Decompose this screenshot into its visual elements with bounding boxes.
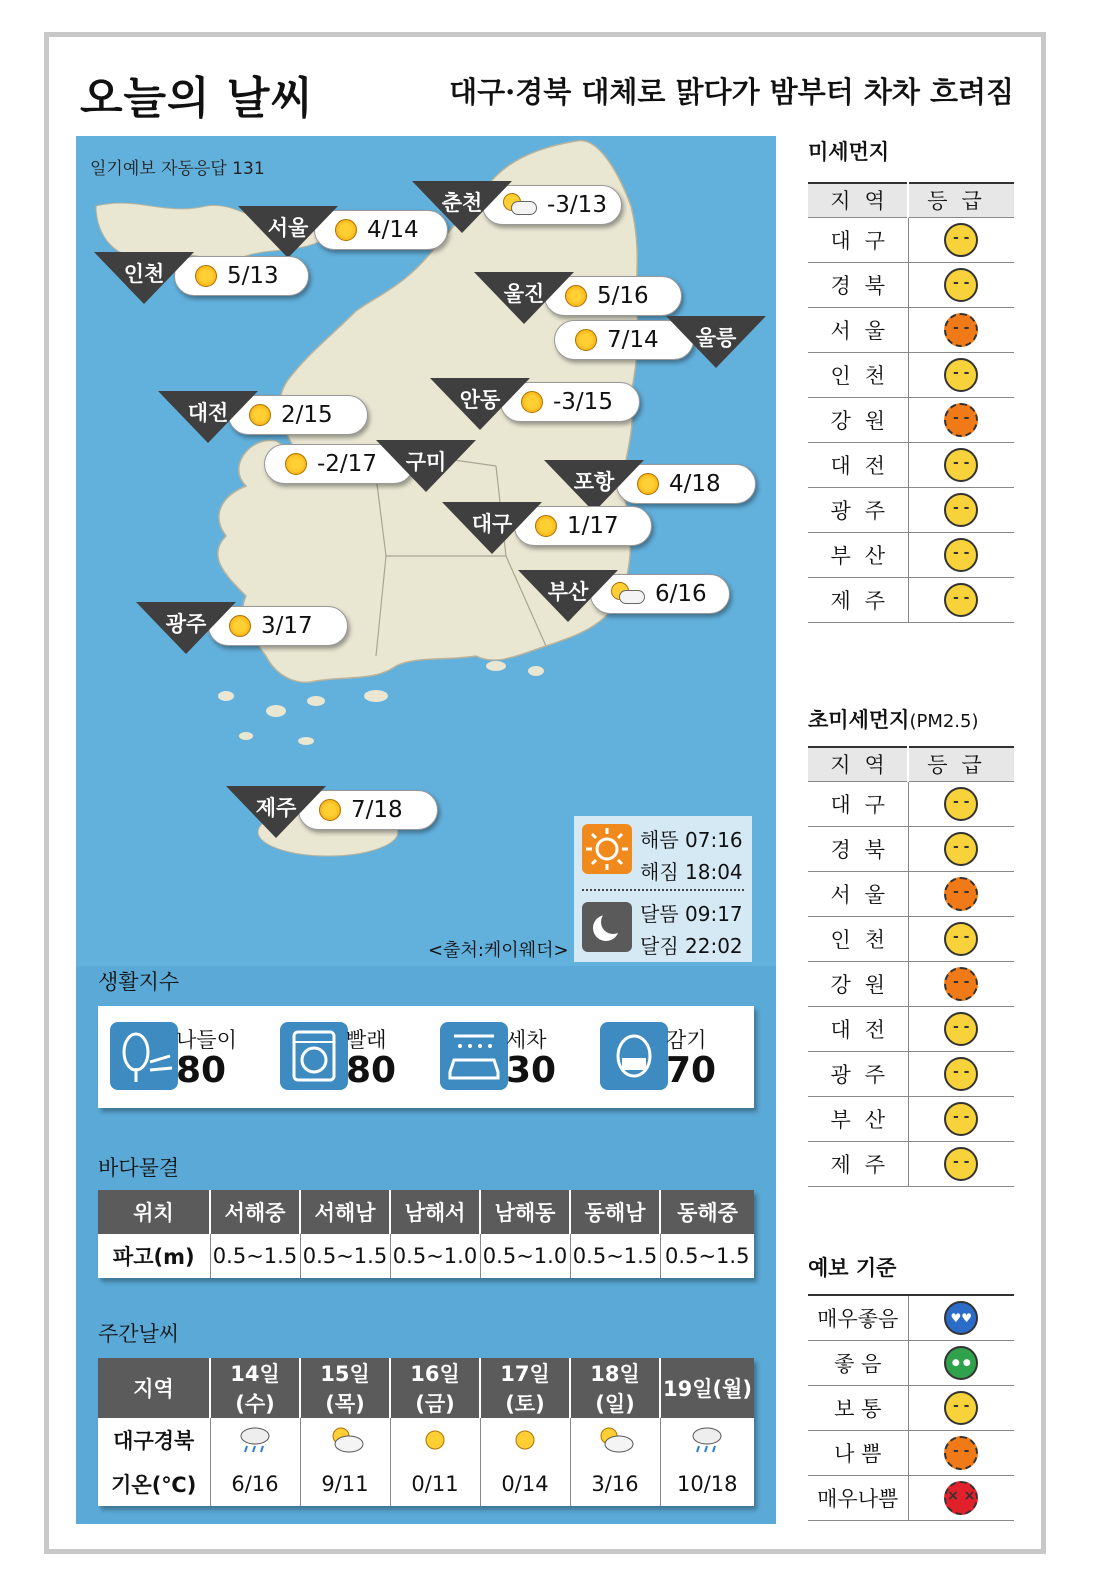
pm10-region: 인천 xyxy=(808,352,908,397)
criteria-title: 예보 기준 xyxy=(808,1256,897,1280)
moonrise-label: 달뜸 xyxy=(640,902,679,926)
sea-header: 서해남 xyxy=(300,1190,390,1234)
bad-face-icon xyxy=(944,403,978,437)
weekly-icon-cell xyxy=(390,1418,480,1462)
pm10-region: 제주 xyxy=(808,577,908,622)
sea-header: 서해중 xyxy=(210,1190,300,1234)
sunrise-time: 07:16 xyxy=(685,828,743,852)
pm10-header: 지역 xyxy=(808,183,908,217)
normal-face-icon xyxy=(944,1391,978,1425)
city-name: 울진 xyxy=(503,282,545,306)
pm10-region: 대구 xyxy=(808,217,908,262)
pm25-region: 대전 xyxy=(808,1006,908,1051)
life-item-carwash xyxy=(428,1022,588,1092)
city-gumi xyxy=(264,440,476,484)
city-name: 부산 xyxy=(547,580,589,604)
weekly-temp-label: 기온(℃) xyxy=(98,1462,210,1506)
criteria-table xyxy=(808,1294,1014,1521)
city-temp: 1/17 xyxy=(567,513,619,539)
sun-icon xyxy=(575,329,597,351)
weekly-header: 16일(금) xyxy=(390,1358,480,1418)
pm10-grade xyxy=(908,577,1014,622)
moonrise-time: 09:17 xyxy=(685,902,743,926)
life-value: 80 xyxy=(346,1050,397,1091)
weekly-header: 15일(목) xyxy=(300,1358,390,1418)
pm25-grade xyxy=(908,961,1014,1006)
sun-icon xyxy=(505,1424,545,1456)
pm10-grade xyxy=(908,352,1014,397)
pm10-table xyxy=(808,182,1014,623)
sea-header: 동해남 xyxy=(570,1190,660,1234)
divider xyxy=(582,889,744,891)
city-temp: 5/16 xyxy=(597,283,649,309)
pm25-grade xyxy=(908,871,1014,916)
pm10-region: 경북 xyxy=(808,262,908,307)
pm25-header: 등급 xyxy=(908,747,1014,781)
headline: 대구·경북 대체로 맑다가 밤부터 차차 흐려짐 xyxy=(449,75,1014,109)
criteria-label: 매우좋음 xyxy=(808,1295,908,1340)
life-value: 30 xyxy=(506,1050,557,1091)
sea-header: 동해중 xyxy=(660,1190,754,1234)
life-value: 70 xyxy=(666,1050,717,1091)
city-name: 광주 xyxy=(165,612,207,636)
life-item-cold xyxy=(588,1022,748,1092)
sun-moon-box xyxy=(574,816,752,962)
city-pohang xyxy=(544,460,756,504)
sea-value: 0.5~1.5 xyxy=(300,1234,390,1278)
city-temp: 5/13 xyxy=(227,263,279,289)
pm25-region: 경북 xyxy=(808,826,908,871)
source-credit: <출처:케이웨더> xyxy=(428,940,569,961)
pm10-header: 등급 xyxy=(908,183,1014,217)
normal-face-icon xyxy=(944,1057,978,1091)
pm25-table xyxy=(808,746,1014,1187)
city-temp: 7/18 xyxy=(351,797,403,823)
normal-face-icon xyxy=(944,1147,978,1181)
criteria-face xyxy=(908,1475,1014,1520)
outing-icon xyxy=(110,1022,178,1090)
criteria-label: 보 통 xyxy=(808,1385,908,1430)
criteria-face xyxy=(908,1340,1014,1385)
bad-face-icon xyxy=(944,877,978,911)
city-name: 인천 xyxy=(123,262,165,286)
sun-icon xyxy=(582,824,632,874)
life-label: 빨래 xyxy=(346,1028,387,1052)
city-temp: -2/17 xyxy=(317,451,377,477)
pm10-grade xyxy=(908,442,1014,487)
pm25-grade xyxy=(908,1141,1014,1186)
normal-face-icon xyxy=(944,583,978,617)
weekly-header: 17일(토) xyxy=(480,1358,570,1418)
city-daegu xyxy=(442,502,652,546)
sea-header: 남해동 xyxy=(480,1190,570,1234)
pm10-region: 서울 xyxy=(808,307,908,352)
sea-value: 0.5~1.5 xyxy=(665,1244,750,1268)
pm10-grade xyxy=(908,487,1014,532)
washing-machine-icon xyxy=(280,1022,348,1090)
map-note: 일기예보 자동응답 131 xyxy=(90,159,265,179)
criteria-label: 좋 음 xyxy=(808,1340,908,1385)
criteria-face xyxy=(908,1295,1014,1340)
pm25-grade xyxy=(908,916,1014,961)
rain-icon xyxy=(235,1424,275,1456)
city-name: 포항 xyxy=(573,470,615,494)
weekly-header: 18일(일) xyxy=(570,1358,660,1418)
normal-face-icon xyxy=(944,268,978,302)
pm25-grade xyxy=(908,1051,1014,1096)
criteria-label: 매우나쁨 xyxy=(808,1475,908,1520)
city-daejeon xyxy=(158,391,368,435)
life-value: 80 xyxy=(176,1050,227,1091)
city-temp: 6/16 xyxy=(655,581,707,607)
city-busan xyxy=(518,570,730,614)
weather-map xyxy=(76,136,776,966)
normal-face-icon xyxy=(944,493,978,527)
weekly-temp: 0/14 xyxy=(480,1462,570,1506)
weekly-temp: 3/16 xyxy=(570,1462,660,1506)
city-temp: -3/15 xyxy=(553,389,613,415)
weekly-temp: 6/16 xyxy=(210,1462,300,1506)
normal-face-icon xyxy=(944,922,978,956)
page-title: 오늘의 날씨 xyxy=(80,73,314,124)
sun-cloud-icon xyxy=(595,1424,635,1456)
cold-mask-icon xyxy=(600,1022,668,1090)
life-item-outing xyxy=(98,1022,258,1092)
pm25-title xyxy=(808,704,979,734)
normal-face-icon xyxy=(944,223,978,257)
normal-face-icon xyxy=(944,448,978,482)
moonset-label: 달짐 xyxy=(640,934,679,958)
city-name: 구미 xyxy=(405,450,447,474)
weekly-header: 14일(수) xyxy=(210,1358,300,1418)
sun-icon xyxy=(195,265,217,287)
life-label: 나들이 xyxy=(176,1028,237,1052)
life-label: 세차 xyxy=(506,1028,547,1052)
sunset-label: 해짐 xyxy=(640,860,679,884)
weekly-temp: 0/11 xyxy=(390,1462,480,1506)
pm10-region: 광주 xyxy=(808,487,908,532)
city-seoul xyxy=(238,206,448,250)
sea-table xyxy=(98,1190,754,1278)
good-face-icon xyxy=(944,1346,978,1380)
normal-face-icon xyxy=(944,1102,978,1136)
sunset-time: 18:04 xyxy=(685,860,743,884)
pm10-grade xyxy=(908,532,1014,577)
very-bad-face-icon xyxy=(944,1481,978,1515)
city-temp: -3/13 xyxy=(547,192,607,218)
very-good-face-icon xyxy=(944,1301,978,1335)
weekly-icon-cell xyxy=(480,1418,570,1462)
weekly-header: 19일(월) xyxy=(660,1358,754,1418)
weekly-icon-cell xyxy=(210,1418,300,1462)
city-name: 울릉 xyxy=(695,326,737,350)
sea-value: 0.5~1.0 xyxy=(390,1234,480,1278)
normal-face-icon xyxy=(944,538,978,572)
city-uljin xyxy=(474,272,684,316)
city-gwangju xyxy=(136,602,348,646)
weekly-icon-cell xyxy=(300,1418,390,1462)
pm10-region: 강원 xyxy=(808,397,908,442)
city-jeju xyxy=(226,786,438,830)
sea-row-label: 파고(m) xyxy=(98,1234,210,1278)
weekly-icon-cell xyxy=(660,1418,754,1462)
city-temp: 7/14 xyxy=(607,327,659,353)
pm10-title: 미세먼지 xyxy=(808,140,890,164)
moonset-time: 22:02 xyxy=(685,934,743,958)
pm25-title-suffix: (PM2.5) xyxy=(909,711,979,732)
car-wash-icon xyxy=(440,1022,508,1090)
pm25-header: 지역 xyxy=(808,747,908,781)
life-index-title: 생활지수 xyxy=(98,970,180,994)
life-label: 감기 xyxy=(666,1028,707,1052)
city-name: 안동 xyxy=(459,388,501,412)
sea-value: 0.5~1.0 xyxy=(480,1234,570,1278)
pm10-grade xyxy=(908,262,1014,307)
city-temp: 4/18 xyxy=(669,471,721,497)
weekly-header: 지역 xyxy=(98,1358,210,1418)
pm25-region: 인천 xyxy=(808,916,908,961)
sunrise-label: 해뜸 xyxy=(640,828,679,852)
city-temp: 2/15 xyxy=(281,402,333,428)
pm10-grade xyxy=(908,217,1014,262)
life-index-panel xyxy=(98,1006,754,1108)
bad-face-icon xyxy=(944,967,978,1001)
pm25-region: 서울 xyxy=(808,871,908,916)
city-ulleung xyxy=(554,316,766,360)
sea-value: 0.5~1.5 xyxy=(570,1234,660,1278)
pm25-region: 제주 xyxy=(808,1141,908,1186)
pm10-grade xyxy=(908,307,1014,352)
city-pill xyxy=(174,256,309,296)
pm10-region: 부산 xyxy=(808,532,908,577)
city-temp: 3/17 xyxy=(261,613,313,639)
normal-face-icon xyxy=(944,787,978,821)
pm25-grade xyxy=(908,1006,1014,1051)
sun-cloud-icon xyxy=(325,1424,365,1456)
pm25-region: 광주 xyxy=(808,1051,908,1096)
criteria-face xyxy=(908,1430,1014,1475)
pm25-grade xyxy=(908,826,1014,871)
city-temp: 4/14 xyxy=(367,217,419,243)
city-name: 춘천 xyxy=(441,191,483,215)
sun-icon xyxy=(335,219,357,241)
life-item-laundry xyxy=(268,1022,428,1092)
criteria-face xyxy=(908,1385,1014,1430)
bad-face-icon xyxy=(944,313,978,347)
criteria-label: 나 쁨 xyxy=(808,1430,908,1475)
sun-icon xyxy=(415,1424,455,1456)
sun-icon xyxy=(285,453,307,475)
weekly-temp: 10/18 xyxy=(676,1472,738,1496)
pm25-region: 대구 xyxy=(808,781,908,826)
pm25-grade xyxy=(908,781,1014,826)
pm25-region: 강원 xyxy=(808,961,908,1006)
normal-face-icon xyxy=(944,832,978,866)
weekly-title: 주간날씨 xyxy=(98,1322,180,1346)
city-name: 서울 xyxy=(267,216,309,240)
pm10-grade xyxy=(908,397,1014,442)
sea-header: 남해서 xyxy=(390,1190,480,1234)
left-panel xyxy=(76,136,776,1524)
city-incheon xyxy=(94,252,309,296)
pm25-region: 부산 xyxy=(808,1096,908,1141)
city-name: 대구 xyxy=(471,512,513,536)
sea-title: 바다물결 xyxy=(98,1156,180,1180)
sea-value: 0.5~1.5 xyxy=(210,1234,300,1278)
sea-header: 위치 xyxy=(98,1190,210,1234)
rain-icon xyxy=(687,1424,727,1456)
city-name: 제주 xyxy=(255,796,297,820)
weekly-region: 대구경북 xyxy=(98,1418,210,1462)
pm25-title-text: 초미세먼지 xyxy=(808,708,910,732)
weekly-table xyxy=(98,1358,754,1506)
city-name: 대전 xyxy=(187,401,229,425)
moon-icon xyxy=(582,902,632,952)
pm10-region: 대전 xyxy=(808,442,908,487)
normal-face-icon xyxy=(944,1012,978,1046)
bad-face-icon xyxy=(944,1436,978,1470)
pm25-grade xyxy=(908,1096,1014,1141)
weekly-icon-cell xyxy=(570,1418,660,1462)
city-andong xyxy=(430,378,640,422)
normal-face-icon xyxy=(944,358,978,392)
weekly-temp: 9/11 xyxy=(300,1462,390,1506)
